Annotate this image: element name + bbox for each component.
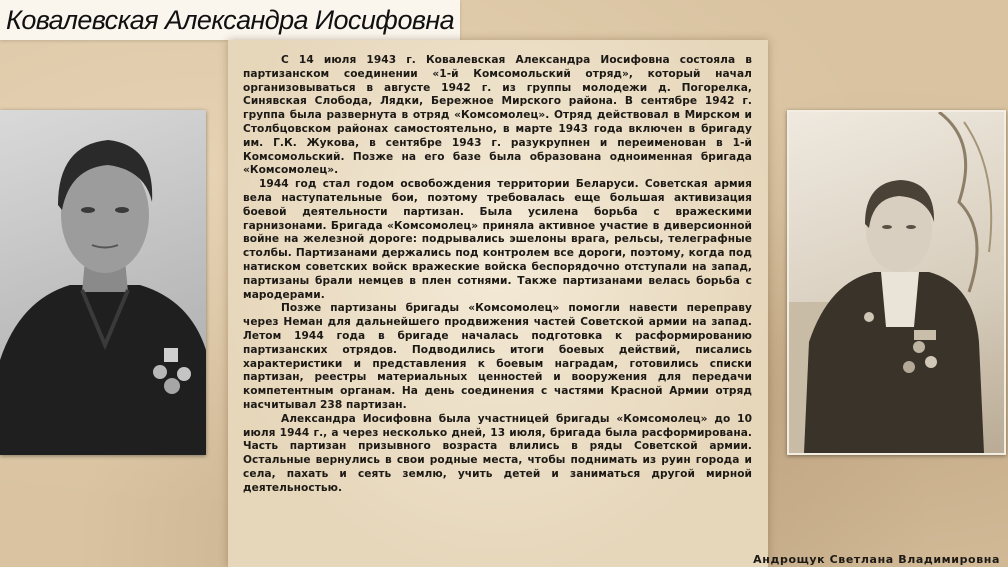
article-paragraph-2: 1944 год стал годом освобождения территории Беларуси. Советская армия вела наступательные бои, поэтому требовалась еще большая активизация боевой деятельности партизан. Была усилена борьба с вражескими гарнизонами. Бригада «Комсомолец» приняла активное участие в диверсионной войне на железной дороге: подрывались эшелоны врага, рельсы, телеграфные столбы. Партизанами держались под контролем все дороги, поэтому, когда под натиском советских войск вражеские войска беспорядочно отступали на запад, партизаны брали немцев в плен сотнями. Также партизанами велась борьба с мародерами. bbox=[243, 178, 752, 301]
article-paragraph-3: Позже партизаны бригады «Комсомолец» помогли навести переправу через Неман для дальнейшего продвижения частей Советской армии на запад. Летом 1944 года в бригаде началась подготовка к расформированию партизанских отрядов. Подводились итоги боевых действий, писались характеристики и представления к боевым наградам, готовились списки партизан, реестры материальных ценностей и вооружения для передачи компетентным органам. На день соединения с частями Красной Армии отряд насчитывал 238 партизан. bbox=[243, 302, 752, 411]
portrait-photo-elder bbox=[787, 110, 1006, 455]
title-banner bbox=[0, 0, 460, 40]
portrait-photo-young bbox=[0, 110, 206, 455]
portrait-elder-drawing bbox=[789, 112, 1004, 453]
author-signature: Андрощук Светлана Владимировна bbox=[753, 553, 1000, 566]
portrait-young-drawing bbox=[0, 110, 206, 455]
article-paragraph-1: С 14 июля 1943 г. Ковалевская Александра Иосифовна состояла в партизанском соединении «1-й Комсомольский отряд», который начал организовываться в августе 1942 г. из группы молодежи д. Погорелка, Синявская Слобода, Лядки, Бережное Мирского района. В сентябре 1942 г. группа была развернута в отряд «Комсомолец». Отряд действовал в Мирском и Столбцовском районах самостоятельно, в марте 1943 года включен в бригаду им. Г.К. Жукова, в сентябре 1943 г. разукрупнен и переименован в 1-й Комсомольский. Позже на его базе была образована одноименная бригада «Комсомолец». bbox=[243, 54, 752, 177]
page-title: Ковалевская Александра Иосифовна bbox=[6, 5, 455, 35]
article-text bbox=[243, 54, 752, 496]
article-paragraph-4: Александра Иосифовна была участницей бригады «Комсомолец» до 10 июля 1944 г., а через несколько дней, 13 июля, бригада была расформирована. Часть партизан призывного возраста влились в ряды Советской армии. Остальные вернулись в свои родные места, чтобы поднимать из руин города и села, пахать и сеять землю, учить детей и заниматься другой мирной деятельностью. bbox=[243, 412, 752, 494]
